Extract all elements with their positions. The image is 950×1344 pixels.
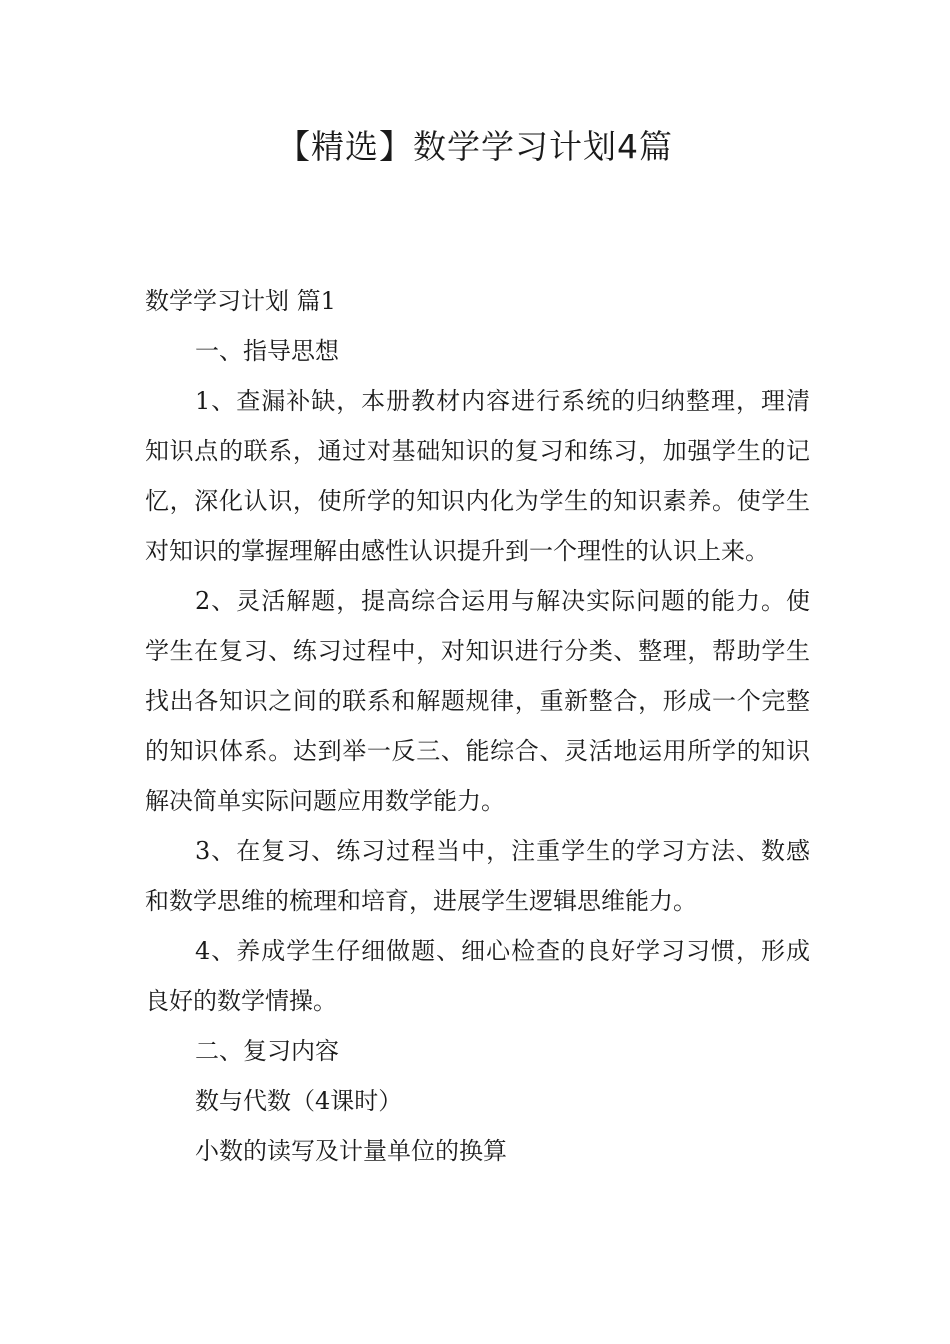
paragraph-item-2: 2、灵活解题，提高综合运用与解决实际问题的能力。使学生在复习、练习过程中，对知识进行分类、整理，帮助学生找出各知识之间的联系和解题规律，重新整合，形成一个完整的知识体系。达到举一反三、能综合、灵活地运用所学的知识解决简单实际问题应用数学能力。 — [145, 587, 810, 815]
section-heading: 数学学习计划 篇1 — [145, 287, 336, 315]
paragraph-guiding-thought: 一、指导思想 — [195, 337, 339, 365]
paragraph-item-1: 1、查漏补缺，本册教材内容进行系统的归纳整理，理清知识点的联系，通过对基础知识的复习和练习，加强学生的记忆，深化认识，使所学的知识内化为学生的知识素养。使学生对知识的掌握理解由感性认识提升到一个理性的认识上来。 — [145, 387, 810, 565]
paragraph-decimals: 小数的读写及计量单位的换算 — [195, 1137, 507, 1165]
paragraph-review-content: 二、复习内容 — [195, 1037, 339, 1065]
document-body — [145, 276, 810, 1176]
paragraph-item-4: 4、养成学生仔细做题、细心检查的良好学习习惯，形成良好的数学情操。 — [145, 937, 810, 1015]
paragraph-item-3: 3、在复习、练习过程当中，注重学生的学习方法、数感和数学思维的梳理和培育，进展学生逻辑思维能力。 — [145, 837, 810, 915]
document-title: 【精选】数学学习计划4篇 — [277, 127, 673, 166]
paragraph-numbers-algebra: 数与代数（4课时） — [195, 1087, 403, 1115]
